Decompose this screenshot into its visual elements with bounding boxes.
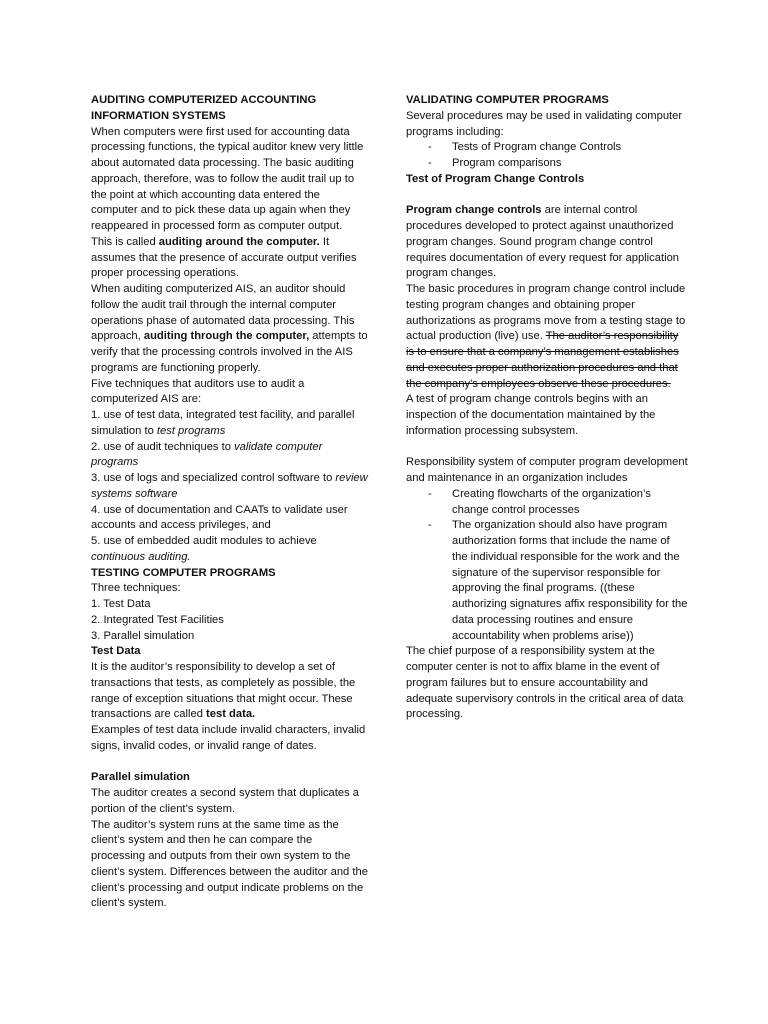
list-item: - Program comparisons xyxy=(406,156,688,172)
paragraph-five-techniques: Five techniques that auditors use to audit a computerized AIS are: xyxy=(91,377,305,406)
spacer xyxy=(91,755,369,771)
struck-text: The auditor’s responsibility is to ensure that a company’s management establishes and executes proper authorization procedures and that the company’s employees observe these procedures. xyxy=(406,330,679,390)
technique-4: 4. use of documentation and CAATs to validate user accounts and access privileges, and xyxy=(91,503,348,532)
text: 2. use of audit techniques to xyxy=(91,440,235,453)
spacer xyxy=(406,440,688,456)
list-item: - Tests of Program change Controls xyxy=(406,140,688,156)
responsibility-list xyxy=(406,487,688,645)
three-techniques-item-1: 1. Test Data xyxy=(91,598,151,610)
list-item: - Creating flowcharts of the organization’s change control processes xyxy=(406,487,688,519)
term-program-change-controls: Program change controls xyxy=(406,204,542,217)
text: When auditing computerized AIS, an auditor should follow the audit trail through the internal computer operations phase of automated data processing. This approach, xyxy=(91,283,355,343)
text: It assumes that the presence of accurate output verifies proper processing operations. xyxy=(91,235,357,280)
heading-testing-programs: TESTING COMPUTER PROGRAMS xyxy=(91,566,276,579)
paragraph-test-begins: A test of program change controls begins with an inspection of the documentation maintained by the information processing subsystem. xyxy=(406,393,656,437)
paragraph-test-data xyxy=(91,660,369,723)
three-techniques-item-2: 2. Integrated Test Facilities xyxy=(91,613,224,626)
emphasis: review systems software xyxy=(91,472,368,500)
technique-3 xyxy=(91,471,369,503)
text: 5. use of embedded audit modules to achieve xyxy=(91,535,317,547)
paragraph-test-data-examples: Examples of test data include invalid characters, invalid signs, invalid codes, or invalid range of dates. xyxy=(91,724,366,752)
paragraph-parallel-2: The auditor’s system runs at the same time as the client’s system and then he can compare the processing and outputs from their own system to the client’s system. Differences between the auditor and the client’s processing and output indicate problems on the client’s system. xyxy=(91,818,368,910)
three-techniques-intro: Three techniques: xyxy=(91,582,181,595)
list-item: - The organization should also have program authorization forms that include the name of the individual responsible for the work and the signature of the supervisor responsible for approving the final programs. ((these authorizing signatures affix responsibility for the data processing routines and ensure accountability when problems arise)) xyxy=(406,518,688,644)
heading-auditing-computerized-ais: AUDITING COMPUTERIZED ACCOUNTING INFORMATION SYSTEMS xyxy=(91,94,317,122)
procedure-list xyxy=(406,140,688,172)
paragraph-chief-purpose: The chief purpose of a responsibility system at the computer center is not to affix blame in the event of program failures but to ensure accountability and adequate supervisory controls in the critical area of data processing. xyxy=(406,645,684,721)
technique-2 xyxy=(91,440,369,472)
left-column xyxy=(91,93,369,912)
text: The basic procedures in program change control include testing program changes and obtaining proper authorizations as programs move from a testing stage to actual production (live) use. xyxy=(406,283,686,343)
technique-1 xyxy=(91,408,369,440)
paragraph-responsibility-intro: Responsibility system of computer program development and maintenance in an organization includes xyxy=(406,456,688,484)
text: 3. use of logs and specialized control software to xyxy=(91,472,336,484)
right-column xyxy=(406,93,688,723)
paragraph-validating-intro: Several procedures may be used in validating computer programs including: xyxy=(406,109,683,138)
term-auditing-around: auditing around the computer. xyxy=(158,235,320,248)
heading-validating-programs: VALIDATING COMPUTER PROGRAMS xyxy=(406,94,609,106)
emphasis: validate computer programs xyxy=(91,440,323,469)
emphasis: continuous auditing. xyxy=(91,550,191,563)
heading-test-program-change: Test of Program Change Controls xyxy=(406,172,585,185)
text: It is the auditor’s responsibility to develop a set of transactions that tests, as completely as possible, the range of exception situations that might occur. These transactions are called xyxy=(91,661,356,721)
paragraph-history: When computers were first used for accounting data processing functions, the typical auditor knew very little about automated data processing. The basic auditing approach, therefore, was to follow the audit trail up to the point at which accounting data entered the computer and to pick these data up again when they reappeared in processed form as computer output. xyxy=(91,125,364,232)
text: This is called xyxy=(91,235,159,248)
technique-5 xyxy=(91,534,369,566)
paragraph-basic-procedures xyxy=(406,282,688,392)
paragraph-program-change-controls xyxy=(406,203,688,282)
paragraph-auditing-through xyxy=(91,282,369,377)
term-auditing-through: auditing through the computer, xyxy=(143,330,310,343)
text: are internal control procedures developed to protect against unauthorized program changes. Sound program change control requires documentation of every request for application program changes. xyxy=(406,204,680,280)
heading-parallel-simulation: Parallel simulation xyxy=(91,771,190,784)
text: attempts to verify that the processing controls involved in the AIS programs are functioning properly. xyxy=(91,330,368,374)
heading-test-data: Test Data xyxy=(91,645,141,658)
paragraph-auditing-around xyxy=(91,235,369,282)
term-test-data: test data. xyxy=(206,708,256,721)
three-techniques-item-3: 3. Parallel simulation xyxy=(91,629,195,642)
paragraph-parallel-1: The auditor creates a second system that duplicates a portion of the client’s system. xyxy=(91,787,360,815)
emphasis: test programs xyxy=(156,424,226,437)
text: 1. use of test data, integrated test facility, and parallel simulation to xyxy=(91,409,355,437)
spacer xyxy=(406,188,688,204)
